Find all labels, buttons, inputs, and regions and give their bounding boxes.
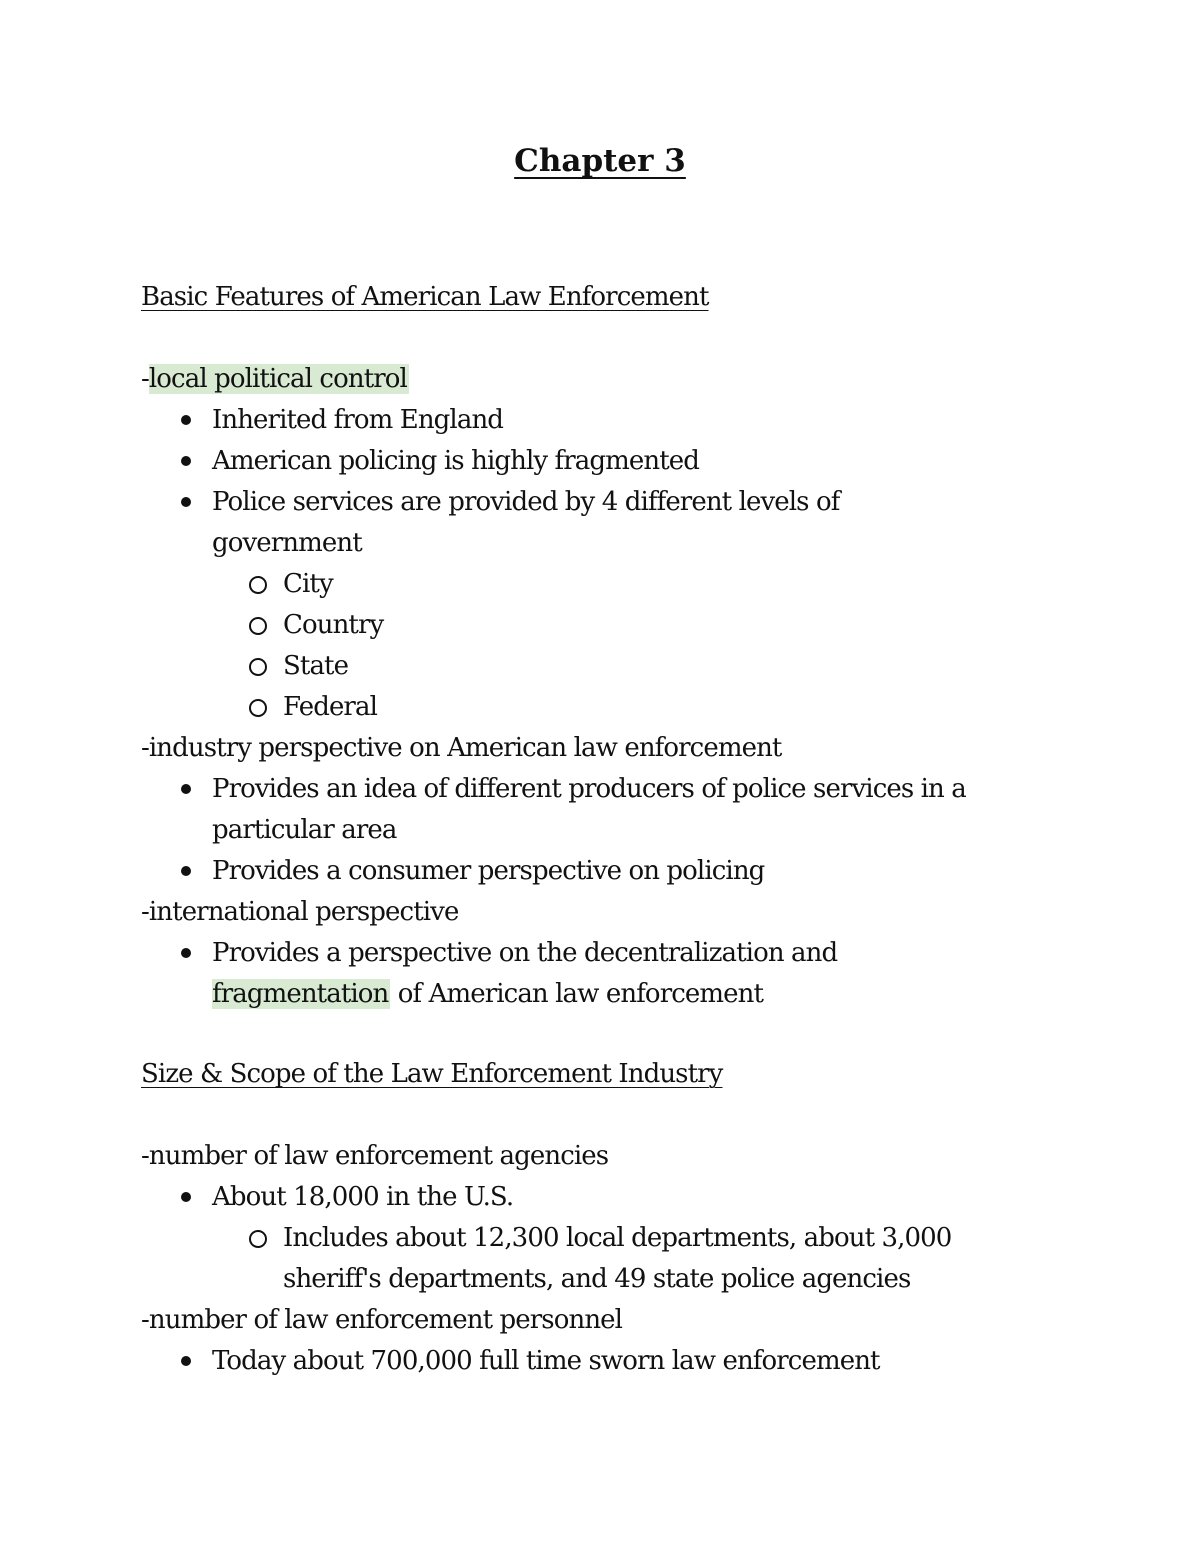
sub-bullet-item: Federal (283, 692, 377, 722)
sub-bullet-item: Country (283, 610, 384, 640)
topic-number-of-personnel: -number of law enforcement personnel (141, 1305, 623, 1335)
bullet-icon (181, 948, 191, 958)
circle-bullet-icon (249, 1230, 267, 1248)
bullet-item: Provides an idea of different producers of police services in a (212, 774, 966, 804)
bullet-icon (181, 866, 191, 876)
highlighted-text: fragmentation (212, 979, 389, 1009)
bullet-item: American policing is highly fragmented (212, 446, 699, 476)
bullet-item-continuation: particular area (212, 815, 397, 845)
bullet-icon (181, 1356, 191, 1366)
bullet-icon (181, 784, 191, 794)
bullet-item: Today about 700,000 full time sworn law enforcement (212, 1346, 880, 1376)
highlighted-text: local political control (148, 364, 407, 394)
section-heading-basic-features: Basic Features of American Law Enforcement (141, 282, 709, 312)
bullet-icon (181, 456, 191, 466)
page-title: Chapter 3 (514, 143, 686, 179)
circle-bullet-icon (249, 658, 267, 676)
topic-dash: - (141, 364, 149, 394)
bullet-item: Inherited from England (212, 405, 504, 435)
bullet-item: About 18,000 in the U.S. (212, 1182, 514, 1212)
sub-bullet-item: City (283, 569, 333, 599)
sub-bullet-item: State (283, 651, 349, 681)
section-heading-size-scope: Size & Scope of the Law Enforcement Industry (141, 1059, 723, 1089)
bullet-item-continuation: government (212, 528, 362, 558)
bullet-icon (181, 497, 191, 507)
bullet-item-continuation (212, 974, 763, 1015)
topic-international-perspective: -international perspective (141, 897, 459, 927)
circle-bullet-icon (249, 699, 267, 717)
topic-number-of-agencies: -number of law enforcement agencies (141, 1141, 609, 1171)
bullet-item: Police services are provided by 4 different levels of (212, 487, 840, 517)
circle-bullet-icon (249, 576, 267, 594)
bullet-item: Provides a consumer perspective on policing (212, 856, 765, 886)
bullet-item: Provides a perspective on the decentralization and (212, 938, 838, 968)
bullet-icon (181, 415, 191, 425)
bullet-icon (181, 1192, 191, 1202)
sub-bullet-item-continuation: sheriff's departments, and 49 state police agencies (283, 1264, 911, 1294)
sub-bullet-item: Includes about 12,300 local departments, about 3,000 (283, 1223, 952, 1253)
topic-local-political-control (141, 359, 409, 400)
plain-text: of American law enforcement (390, 979, 764, 1009)
circle-bullet-icon (249, 617, 267, 635)
topic-industry-perspective: -industry perspective on American law enforcement (141, 733, 782, 763)
